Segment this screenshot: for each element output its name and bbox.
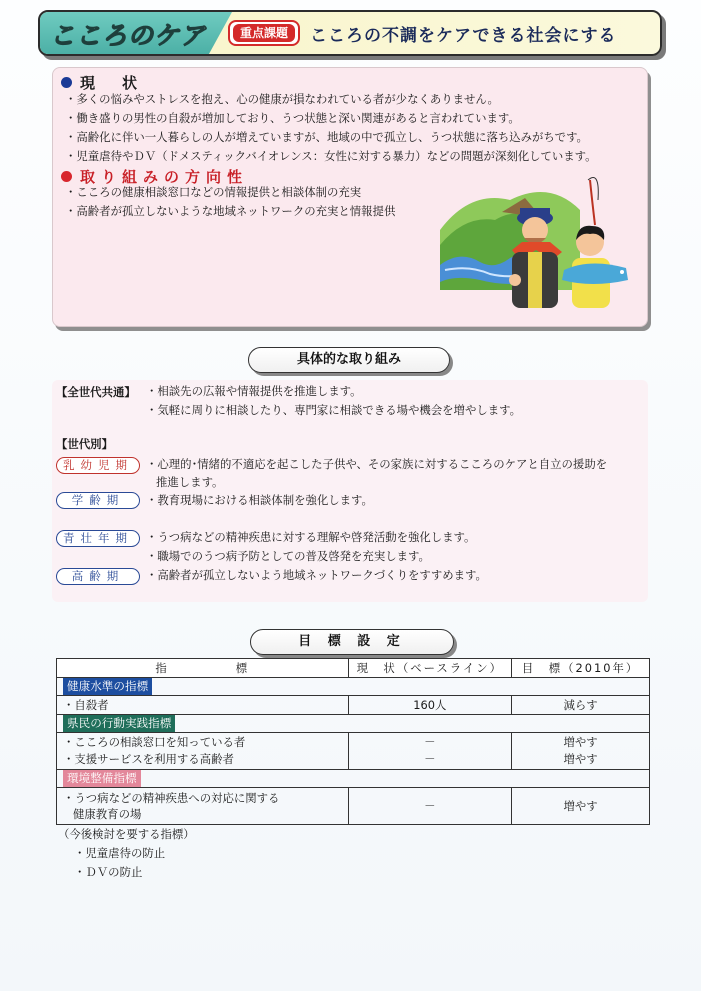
- age-group-line: ・教育現場における相談体制を強化します。: [146, 493, 373, 507]
- by-age-label: 【世代別】: [56, 437, 113, 451]
- age-tag-school-age: 学齢期: [56, 492, 140, 509]
- baseline-cell: [348, 733, 512, 770]
- bullet-dot-icon: [61, 171, 72, 182]
- goal-cell: [512, 733, 650, 770]
- goal-value: 増やす: [563, 735, 598, 749]
- indicator-line: ・支援サービスを利用する高齢者: [63, 752, 234, 766]
- category-row: [57, 678, 650, 696]
- age-tag-infancy: 乳幼児期: [56, 457, 140, 474]
- priority-badge: [228, 20, 300, 46]
- category-label: 県民の行動実践指標: [63, 715, 175, 732]
- status-heading-text: 現 状: [80, 74, 144, 92]
- note-item: ・児童虐待の防止: [74, 846, 166, 860]
- page-title: こころの不調をケアできる社会にする: [310, 26, 617, 46]
- page-header: [38, 10, 662, 56]
- age-group-line: ・職場でのうつ病予防としての普及啓発を充実します。: [146, 549, 430, 563]
- age-group-line: ・高齢者が孤立しないよう地域ネットワークづくりをすすめます。: [146, 568, 487, 582]
- fishing-illustration: [440, 170, 640, 310]
- category-label: 健康水準の指標: [63, 678, 152, 695]
- category-label: 環境整備指標: [63, 770, 141, 787]
- age-group-line: 推進します。: [156, 475, 224, 489]
- status-item: ・働き盛りの男性の自殺が増加しており、うつ状態と深い関連があると言われています。: [65, 111, 520, 125]
- baseline-value: －: [424, 752, 436, 766]
- category-row: [57, 770, 650, 788]
- initiatives-heading: 具体的な取り組み: [248, 347, 450, 373]
- goal-cell: 増やす: [512, 788, 650, 825]
- age-tag-elderly: 高齢期: [56, 568, 140, 585]
- targets-table: [56, 658, 650, 825]
- column-header: 目 標（2010年）: [512, 659, 650, 678]
- priority-badge-label: 重点課題: [233, 24, 295, 42]
- baseline-value: －: [424, 735, 436, 749]
- age-group-line: ・うつ病などの精神疾患に対する理解や啓発活動を強化します。: [146, 530, 476, 544]
- note-item: ・ＤＶの防止: [74, 865, 143, 879]
- notes-heading: （今後検討を要する指標）: [58, 827, 195, 841]
- direction-item: ・高齢者が孤立しないような地域ネットワークの充実と情報提供: [65, 204, 396, 218]
- indicator-line: ・こころの相談窓口を知っている者: [63, 735, 246, 749]
- table-row: [57, 733, 650, 770]
- status-item: ・多くの悩みやストレスを抱え、心の健康が損なわれている者が少なくありません。: [65, 92, 499, 106]
- column-header: 指 標: [57, 659, 349, 678]
- goal-cell: 減らす: [512, 696, 650, 715]
- goal-value: 増やす: [563, 752, 598, 766]
- direction-heading-text: 取り組みの方向性: [80, 168, 249, 186]
- indicator-cell: [57, 733, 349, 770]
- table-header-row: [57, 659, 650, 678]
- indicator-cell: ・自殺者: [57, 696, 349, 715]
- all-ages-item: ・気軽に周りに相談したり、専門家に相談できる場や機会を増やします。: [146, 403, 521, 417]
- indicator-cell: [57, 788, 349, 825]
- bullet-dot-icon: [61, 77, 72, 88]
- indicator-line: ・うつ病などの精神疾患への対応に関する: [63, 791, 280, 805]
- table-row: [57, 788, 650, 825]
- age-tag-adulthood: 青壮年期: [56, 530, 140, 547]
- baseline-cell: －: [348, 788, 512, 825]
- initiatives-panel: [52, 380, 648, 602]
- status-item: ・高齢化に伴い一人暮らしの人が増えていますが、地域の中で孤立し、うつ状態に落ち込みがちです。: [65, 130, 588, 144]
- baseline-cell: 160人: [348, 696, 512, 715]
- all-ages-item: ・相談先の広報や情報提供を推進します。: [146, 384, 362, 398]
- table-row: [57, 696, 650, 715]
- indicator-line: 健康教育の場: [73, 807, 142, 821]
- column-header: 現 状（ベースライン）: [348, 659, 512, 678]
- category-row: [57, 715, 650, 733]
- all-ages-label: 【全世代共通】: [56, 385, 136, 399]
- section-title: こころのケア: [50, 21, 207, 50]
- targets-heading: 目 標 設 定: [250, 629, 454, 655]
- direction-item: ・こころの健康相談窓口などの情報提供と相談体制の充実: [65, 185, 362, 199]
- age-group-line: ・心理的･情緒的不適応を起こした子供や、その家族に対するこころのケアと自立の援助を: [146, 457, 608, 471]
- status-item: ・児童虐待やＤＶ（ドメスティックバイオレンス：女性に対する暴力）などの問題が深刻化しています。: [65, 149, 597, 163]
